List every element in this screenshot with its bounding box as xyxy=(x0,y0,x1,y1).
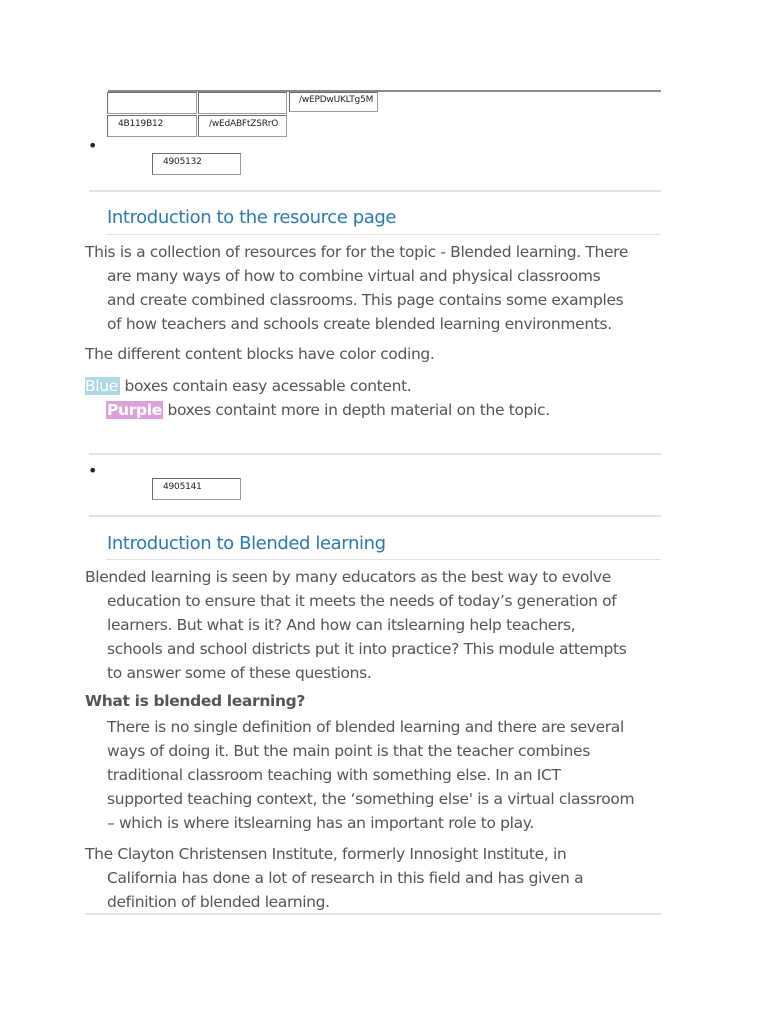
text-line: This is a collection of resources for for the topic - Blended learning. There xyxy=(85,243,629,261)
intro-paragraph xyxy=(85,240,675,336)
text-line: of how teachers and schools create blended learning environments. xyxy=(107,315,612,333)
color-coding-paragraph: The different content blocks have color coding. xyxy=(85,345,435,363)
section-id-field[interactable]: 4905141 xyxy=(152,478,241,500)
list-bullet: • xyxy=(88,461,98,480)
clayton-paragraph xyxy=(85,842,675,914)
text-line: Blended learning is seen by many educators as the best way to evolve xyxy=(85,568,611,586)
section-divider xyxy=(89,190,661,192)
text-line: The Clayton Christensen Institute, formerly Innosight Institute, in xyxy=(85,845,567,863)
text-line: learners. But what is it? And how can itslearning help teachers, xyxy=(107,616,576,634)
text-line: – which is where itslearning has an important role to play. xyxy=(107,814,534,832)
blue-label: Blue xyxy=(85,377,118,395)
text-line: are many ways of how to combine virtual and physical classrooms xyxy=(107,267,601,285)
viewstate-field[interactable]: /wEPDwUKLTg5M xyxy=(289,92,378,112)
text-line: education to ensure that it meets the needs of today’s generation of xyxy=(107,592,617,610)
text-line: California has done a lot of research in this field and has given a xyxy=(107,869,584,887)
section-divider xyxy=(89,515,661,517)
heading-underline xyxy=(106,559,661,560)
blue-legend-text: boxes contain easy acessable content. xyxy=(119,377,412,395)
question-heading: What is blended learning? xyxy=(85,692,306,710)
purple-label: Purple xyxy=(107,401,162,419)
purple-legend-text: boxes containt more in depth material on the topic. xyxy=(162,401,550,419)
text-line: traditional classroom teaching with something else. In an ICT xyxy=(107,766,561,784)
section-divider xyxy=(89,453,661,455)
text-line: There is no single definition of blended learning and there are several xyxy=(107,718,624,736)
text-line: to answer some of these questions. xyxy=(107,664,372,682)
text-line: schools and school districts put it into practice? This module attempts xyxy=(107,640,627,658)
blue-legend-line xyxy=(85,374,675,398)
text-line: supported teaching context, the ‘something else' is a virtual classroom xyxy=(107,790,635,808)
section-heading: Introduction to Blended learning xyxy=(107,533,386,554)
definition-paragraph xyxy=(85,715,675,835)
hidden-field-1[interactable] xyxy=(107,92,197,114)
text-line: definition of blended learning. xyxy=(107,893,330,911)
heading-underline xyxy=(106,234,661,235)
section-id-field[interactable]: 4905132 xyxy=(152,153,241,175)
event-validation-field[interactable]: /wEdABFtZSRrO xyxy=(198,115,287,137)
text-line: ways of doing it. But the main point is that the teacher combines xyxy=(107,742,590,760)
event-validation-id-field[interactable]: 4B119B12 xyxy=(107,115,197,137)
text-line: and create combined classrooms. This page contains some examples xyxy=(107,291,624,309)
list-bullet: • xyxy=(88,136,98,155)
blended-intro-paragraph xyxy=(85,565,675,685)
section-heading: Introduction to the resource page xyxy=(107,207,397,228)
bottom-divider xyxy=(85,913,661,915)
purple-legend-line xyxy=(106,398,696,422)
hidden-field-2[interactable] xyxy=(198,92,287,114)
